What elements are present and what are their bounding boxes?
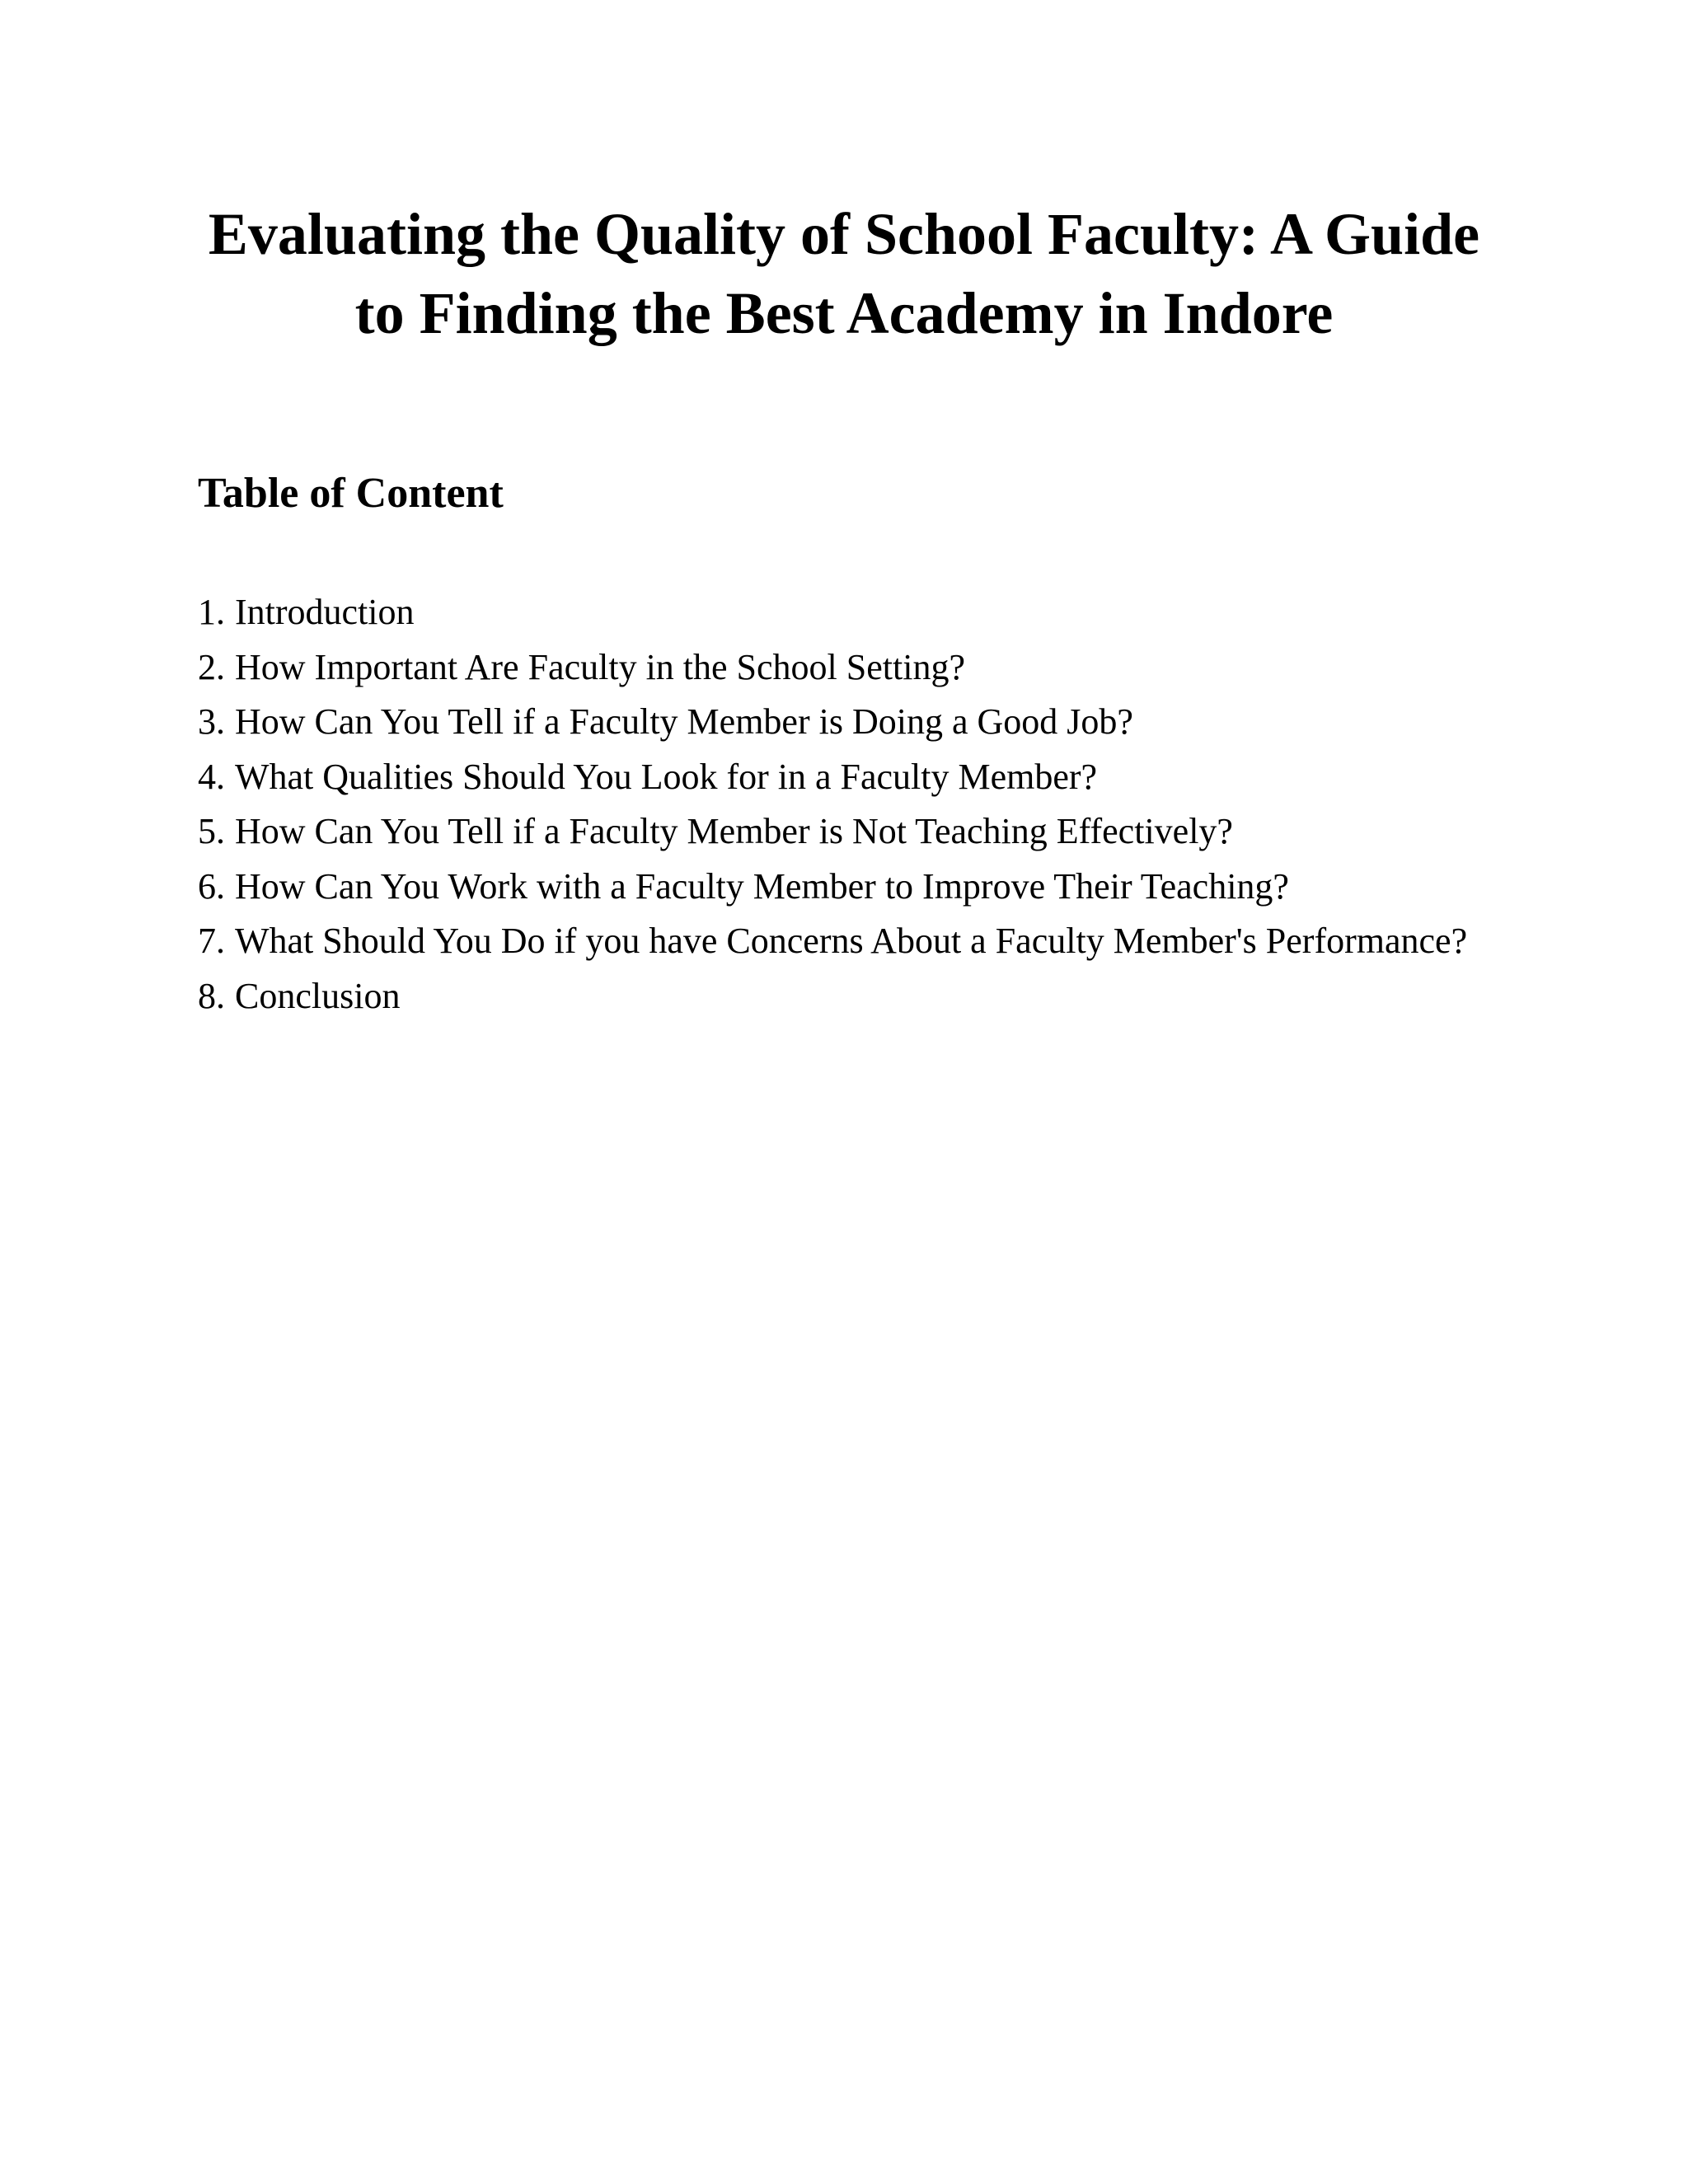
- toc-item-good-job: [198, 695, 1517, 750]
- toc-item-text: How Important Are Faculty in the School Setting?: [235, 646, 965, 687]
- toc-item-text: How Can You Work with a Faculty Member to Improve Their Teaching?: [235, 865, 1289, 907]
- toc-item-number: 1.: [198, 592, 225, 632]
- toc-item-number: 2.: [198, 646, 225, 687]
- toc-item-number: 7.: [198, 921, 225, 961]
- toc-item-concerns: [198, 914, 1517, 969]
- toc-item-number: 6.: [198, 865, 225, 907]
- toc-item-text: What Qualities Should You Look for in a Faculty Member?: [235, 756, 1098, 797]
- toc-item-text: What Should You Do if you have Concerns About a Faculty Member's Performance?: [235, 921, 1468, 961]
- document-title: Evaluating the Quality of School Faculty: A Guide to Finding the Best Academy in Indore: [208, 201, 1480, 346]
- toc-item-not-effective: [198, 804, 1517, 860]
- toc-item-improve-teaching: [198, 860, 1517, 915]
- toc-item-number: 3.: [198, 701, 225, 742]
- toc-item-introduction: [198, 585, 1517, 640]
- toc-item-importance: [198, 640, 1517, 696]
- toc-item-text: Conclusion: [235, 975, 401, 1016]
- table-of-contents: [198, 585, 1517, 1024]
- toc-item-text: Introduction: [235, 592, 415, 632]
- toc-item-conclusion: [198, 969, 1517, 1024]
- toc-item-text: How Can You Tell if a Faculty Member is Doing a Good Job?: [235, 701, 1133, 742]
- toc-item-text: How Can You Tell if a Faculty Member is Not Teaching Effectively?: [235, 811, 1233, 851]
- toc-item-number: 4.: [198, 756, 225, 797]
- toc-item-number: 5.: [198, 811, 225, 851]
- toc-heading: Table of Content: [198, 470, 504, 517]
- toc-item-number: 8.: [198, 975, 225, 1016]
- toc-item-qualities: [198, 750, 1517, 805]
